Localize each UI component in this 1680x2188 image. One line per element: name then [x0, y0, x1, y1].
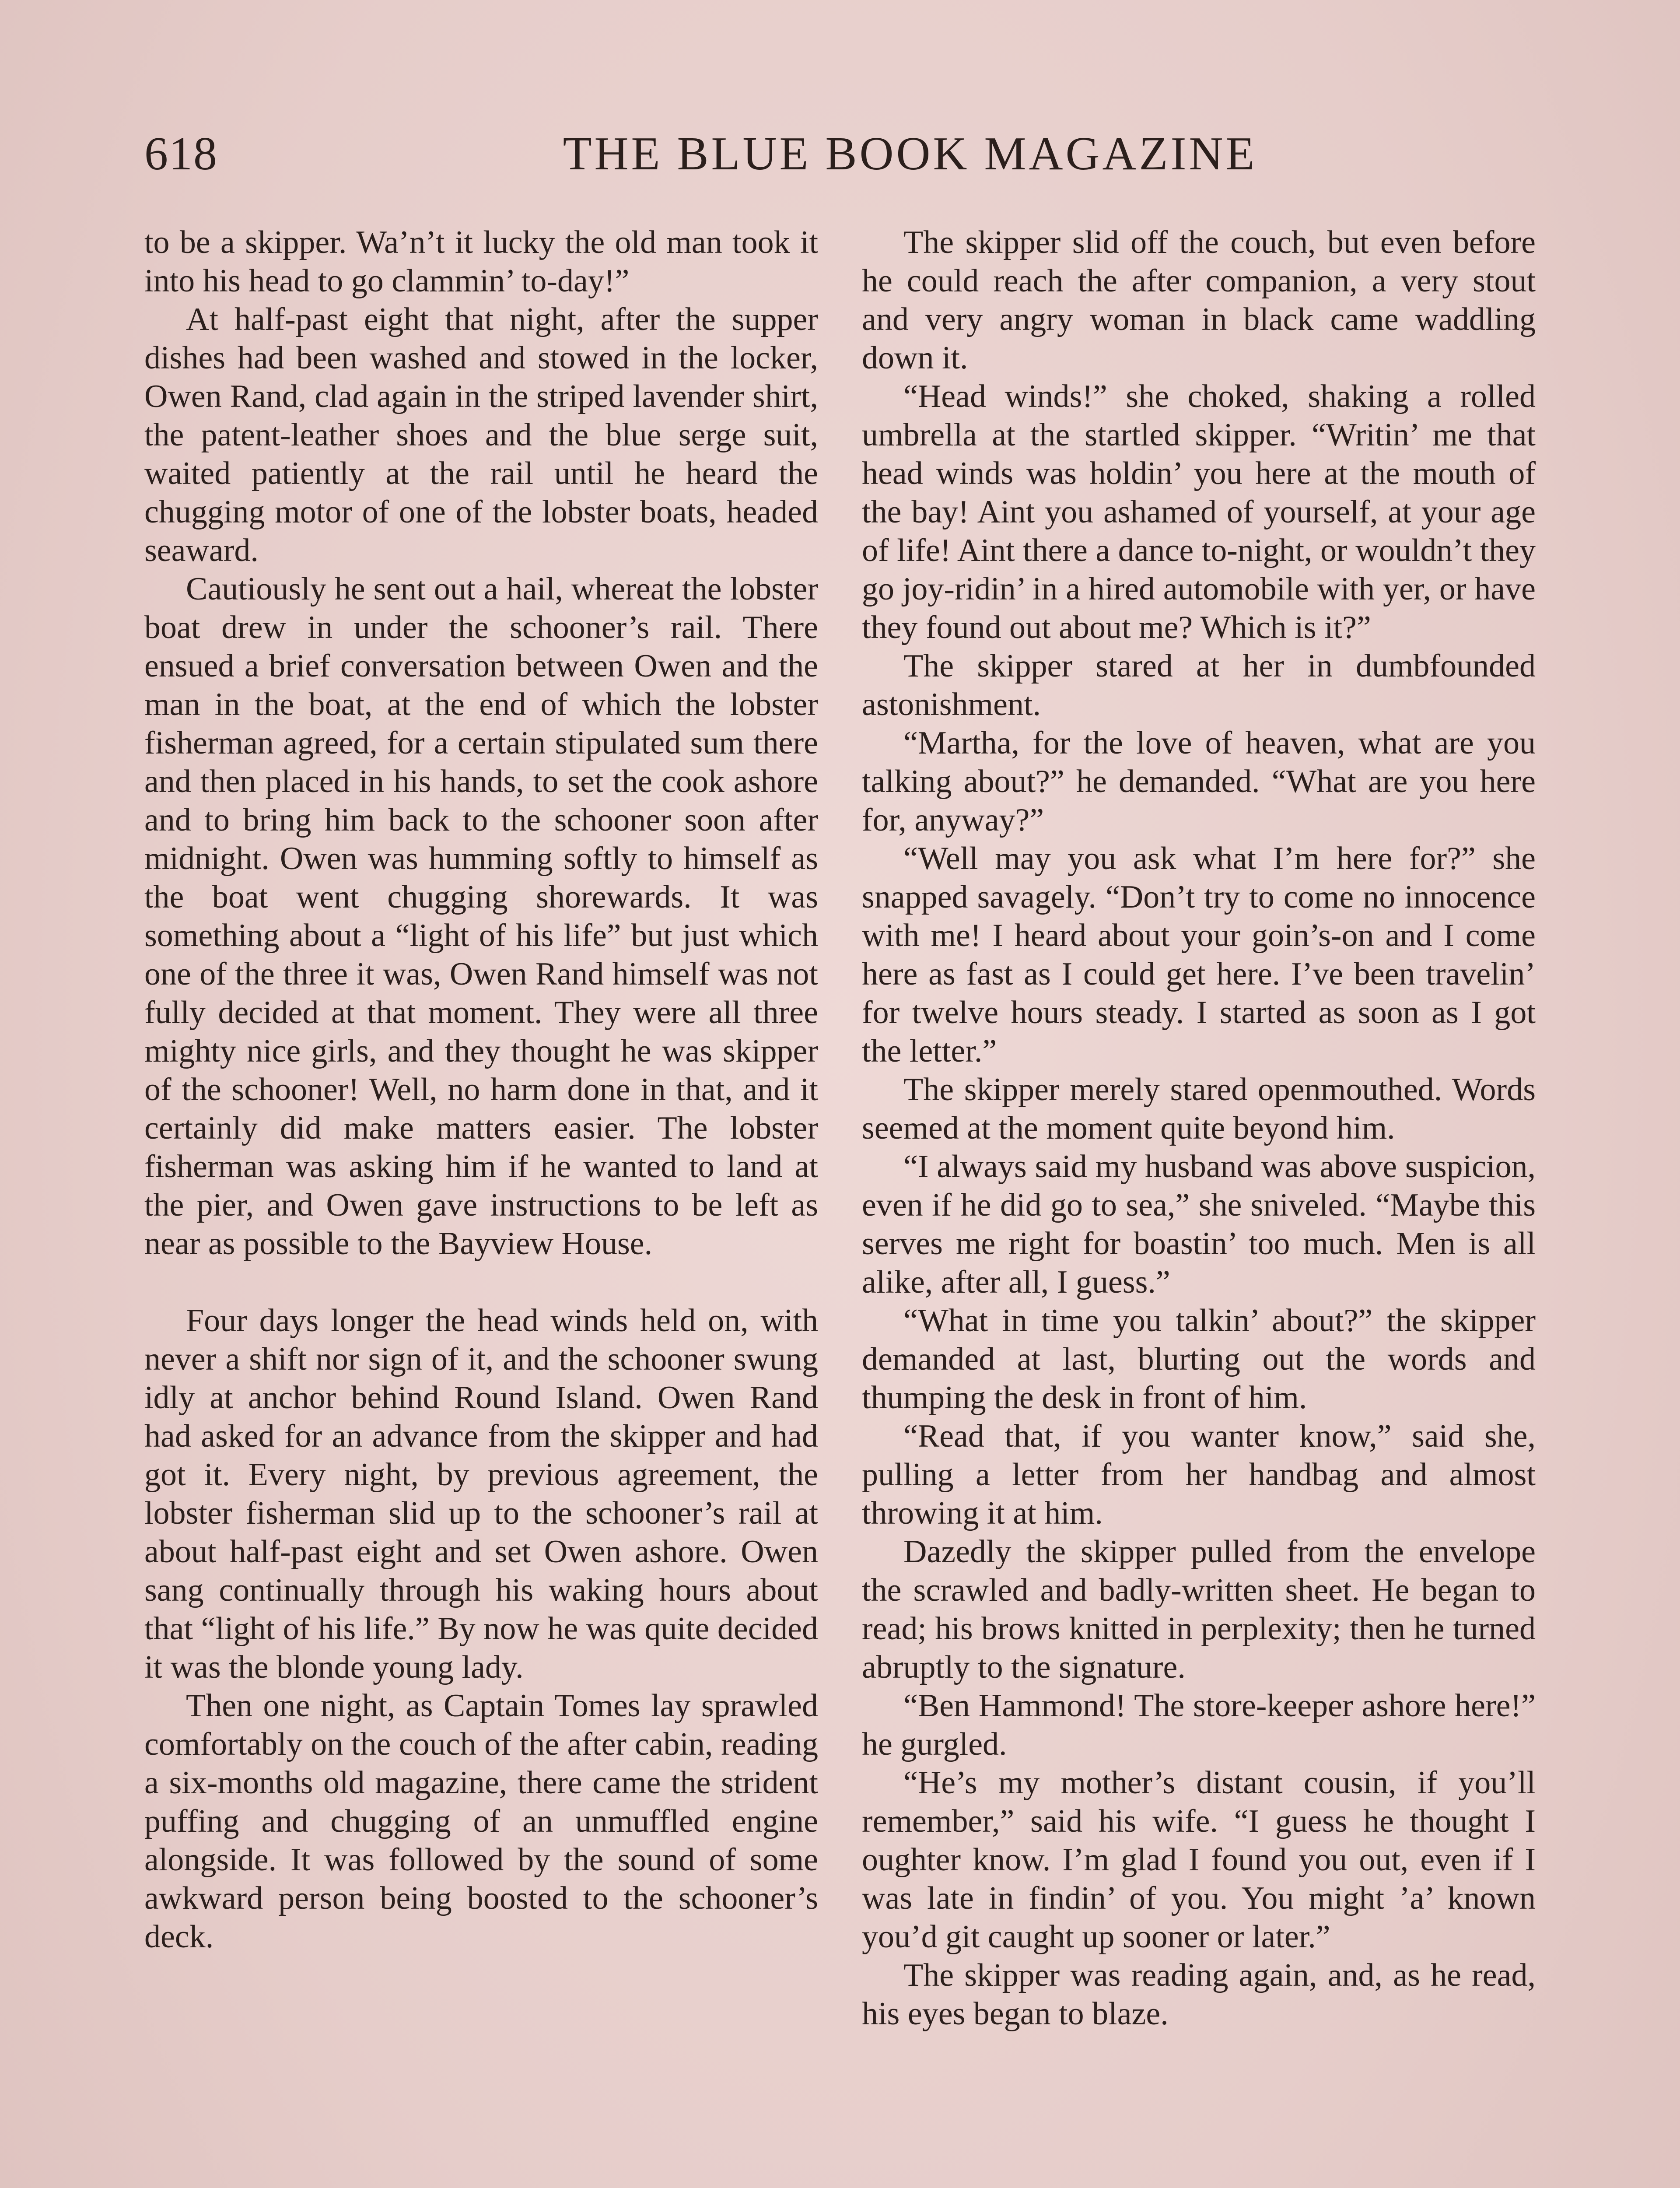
paragraph: The skipper stared at her in dumbfounded astonishment. [862, 648, 1536, 722]
paragraph: “Read that, if you wanter know,” said she, pulling a letter from her handbag and almost throwing it at him. [862, 1418, 1536, 1531]
paragraph: “Martha, for the love of heaven, what are you talking about?” he demanded. “What are you here for, anyway?” [862, 725, 1536, 838]
paragraph: “What in time you talkin’ about?” the skipper demanded at last, blurting out the words and thumping the desk in front of him. [862, 1303, 1536, 1416]
paragraph: “He’s my mother’s distant cousin, if you’ll remember,” said his wife. “I guess he thought I oughter know. I’m glad I found you out, even if I was late in findin’ of you. You might ’a’ known you’d git caught up sooner or later.” [862, 1765, 1536, 1955]
page-number: 618 [144, 128, 218, 180]
paragraph: Four days longer the head winds held on, with never a shift nor sign of it, and the schooner swung idly at anchor behind Round Island. Owen Rand had asked for an advance from the skipper and had got it. Every night, by previous agreement, the lobster fisherman slid up to the schooner’s rail at about half-past eight and set Owen ashore. Owen sang continually through his waking hours about that “light of his life.” By now he was quite decided it was the blonde young lady. [144, 1303, 818, 1685]
paragraph: Then one night, as Captain Tomes lay sprawled comfortably on the couch of the after cabin, reading a six-months old magazine, there came the strident puffing and chugging of an unmuffled engine alongside. It was followed by the sound of some awkward person being boosted to the schooner’s deck. [144, 1688, 818, 1955]
paragraph: The skipper merely stared openmouthed. Words seemed at the moment quite beyond him. [862, 1072, 1536, 1146]
paragraph: At half-past eight that night, after the supper dishes had been washed and stowed in the locker, Owen Rand, clad again in the striped lavender shirt, the patent-leather shoes and the blue serge suit, waited patiently at the rail until he heard the chugging motor of one of the lobster boats, headed seaward. [144, 302, 818, 568]
page-header [144, 127, 1544, 197]
right-column [862, 223, 1536, 2033]
paragraph: Dazedly the skipper pulled from the envelope the scrawled and badly-written sheet. He began to read; his brows knitted in perplexity; then he turned abruptly to the signature. [862, 1534, 1536, 1685]
paragraph: to be a skipper. Wa’n’t it lucky the old man took it into his head to go clammin’ to-day!” [144, 224, 818, 299]
paragraph: “Head winds!” she choked, shaking a rolled umbrella at the startled skipper. “Writin’ me that head winds was holdin’ you here at the mouth of the bay! Aint you ashamed of yourself, at your age of life! Aint there a dance to-night, or wouldn’t they go joy-ridin’ in a hired automobile with yer, or have they found out about me? Which is it?” [862, 379, 1536, 645]
paragraph: The skipper slid off the couch, but even before he could reach the after companion, a very stout and very angry woman in black came waddling down it. [862, 224, 1536, 376]
paragraph: “Ben Hammond! The store-keeper ashore here!” he gurgled. [862, 1688, 1536, 1762]
magazine-title: THE BLUE BOOK MAGAZINE [563, 128, 1257, 180]
article-body [144, 223, 1544, 2188]
paragraph: The skipper was reading again, and, as he read, his eyes began to blaze. [862, 1957, 1536, 2032]
paragraph: “Well may you ask what I’m here for?” she snapped savagely. “Don’t try to come no innocence with me! I heard about your goin’s-on and I come here as fast as I could get here. I’ve been travelin’ for twelve hours steady. I started as soon as I got the letter.” [862, 841, 1536, 1069]
paragraph: Cautiously he sent out a hail, whereat the lobster boat drew in under the schooner’s rail. There ensued a brief conversation between Owen and the man in the boat, at the end of which the lobster fisherman agreed, for a certain stipulated sum there and then placed in his hands, to set the cook ashore and to bring him back to the schooner soon after midnight. Owen was humming softly to himself as the boat went chugging shorewards. It was something about a “light of his life” but just which one of the three it was, Owen Rand himself was not fully decided at that moment. They were all three mighty nice girls, and they thought he was skipper of the schooner! Well, no harm done in that, and it certainly did make matters easier. The lobster fisherman was asking him if he wanted to land at the pier, and Owen gave instructions to be left as near as possible to the Bayview House. [144, 571, 818, 1262]
left-column [144, 223, 818, 1956]
paragraph: “I always said my husband was above suspicion, even if he did go to sea,” she sniveled. “Maybe this serves me right for boastin’ too much. Men is all alike, after all, I guess.” [862, 1149, 1536, 1300]
